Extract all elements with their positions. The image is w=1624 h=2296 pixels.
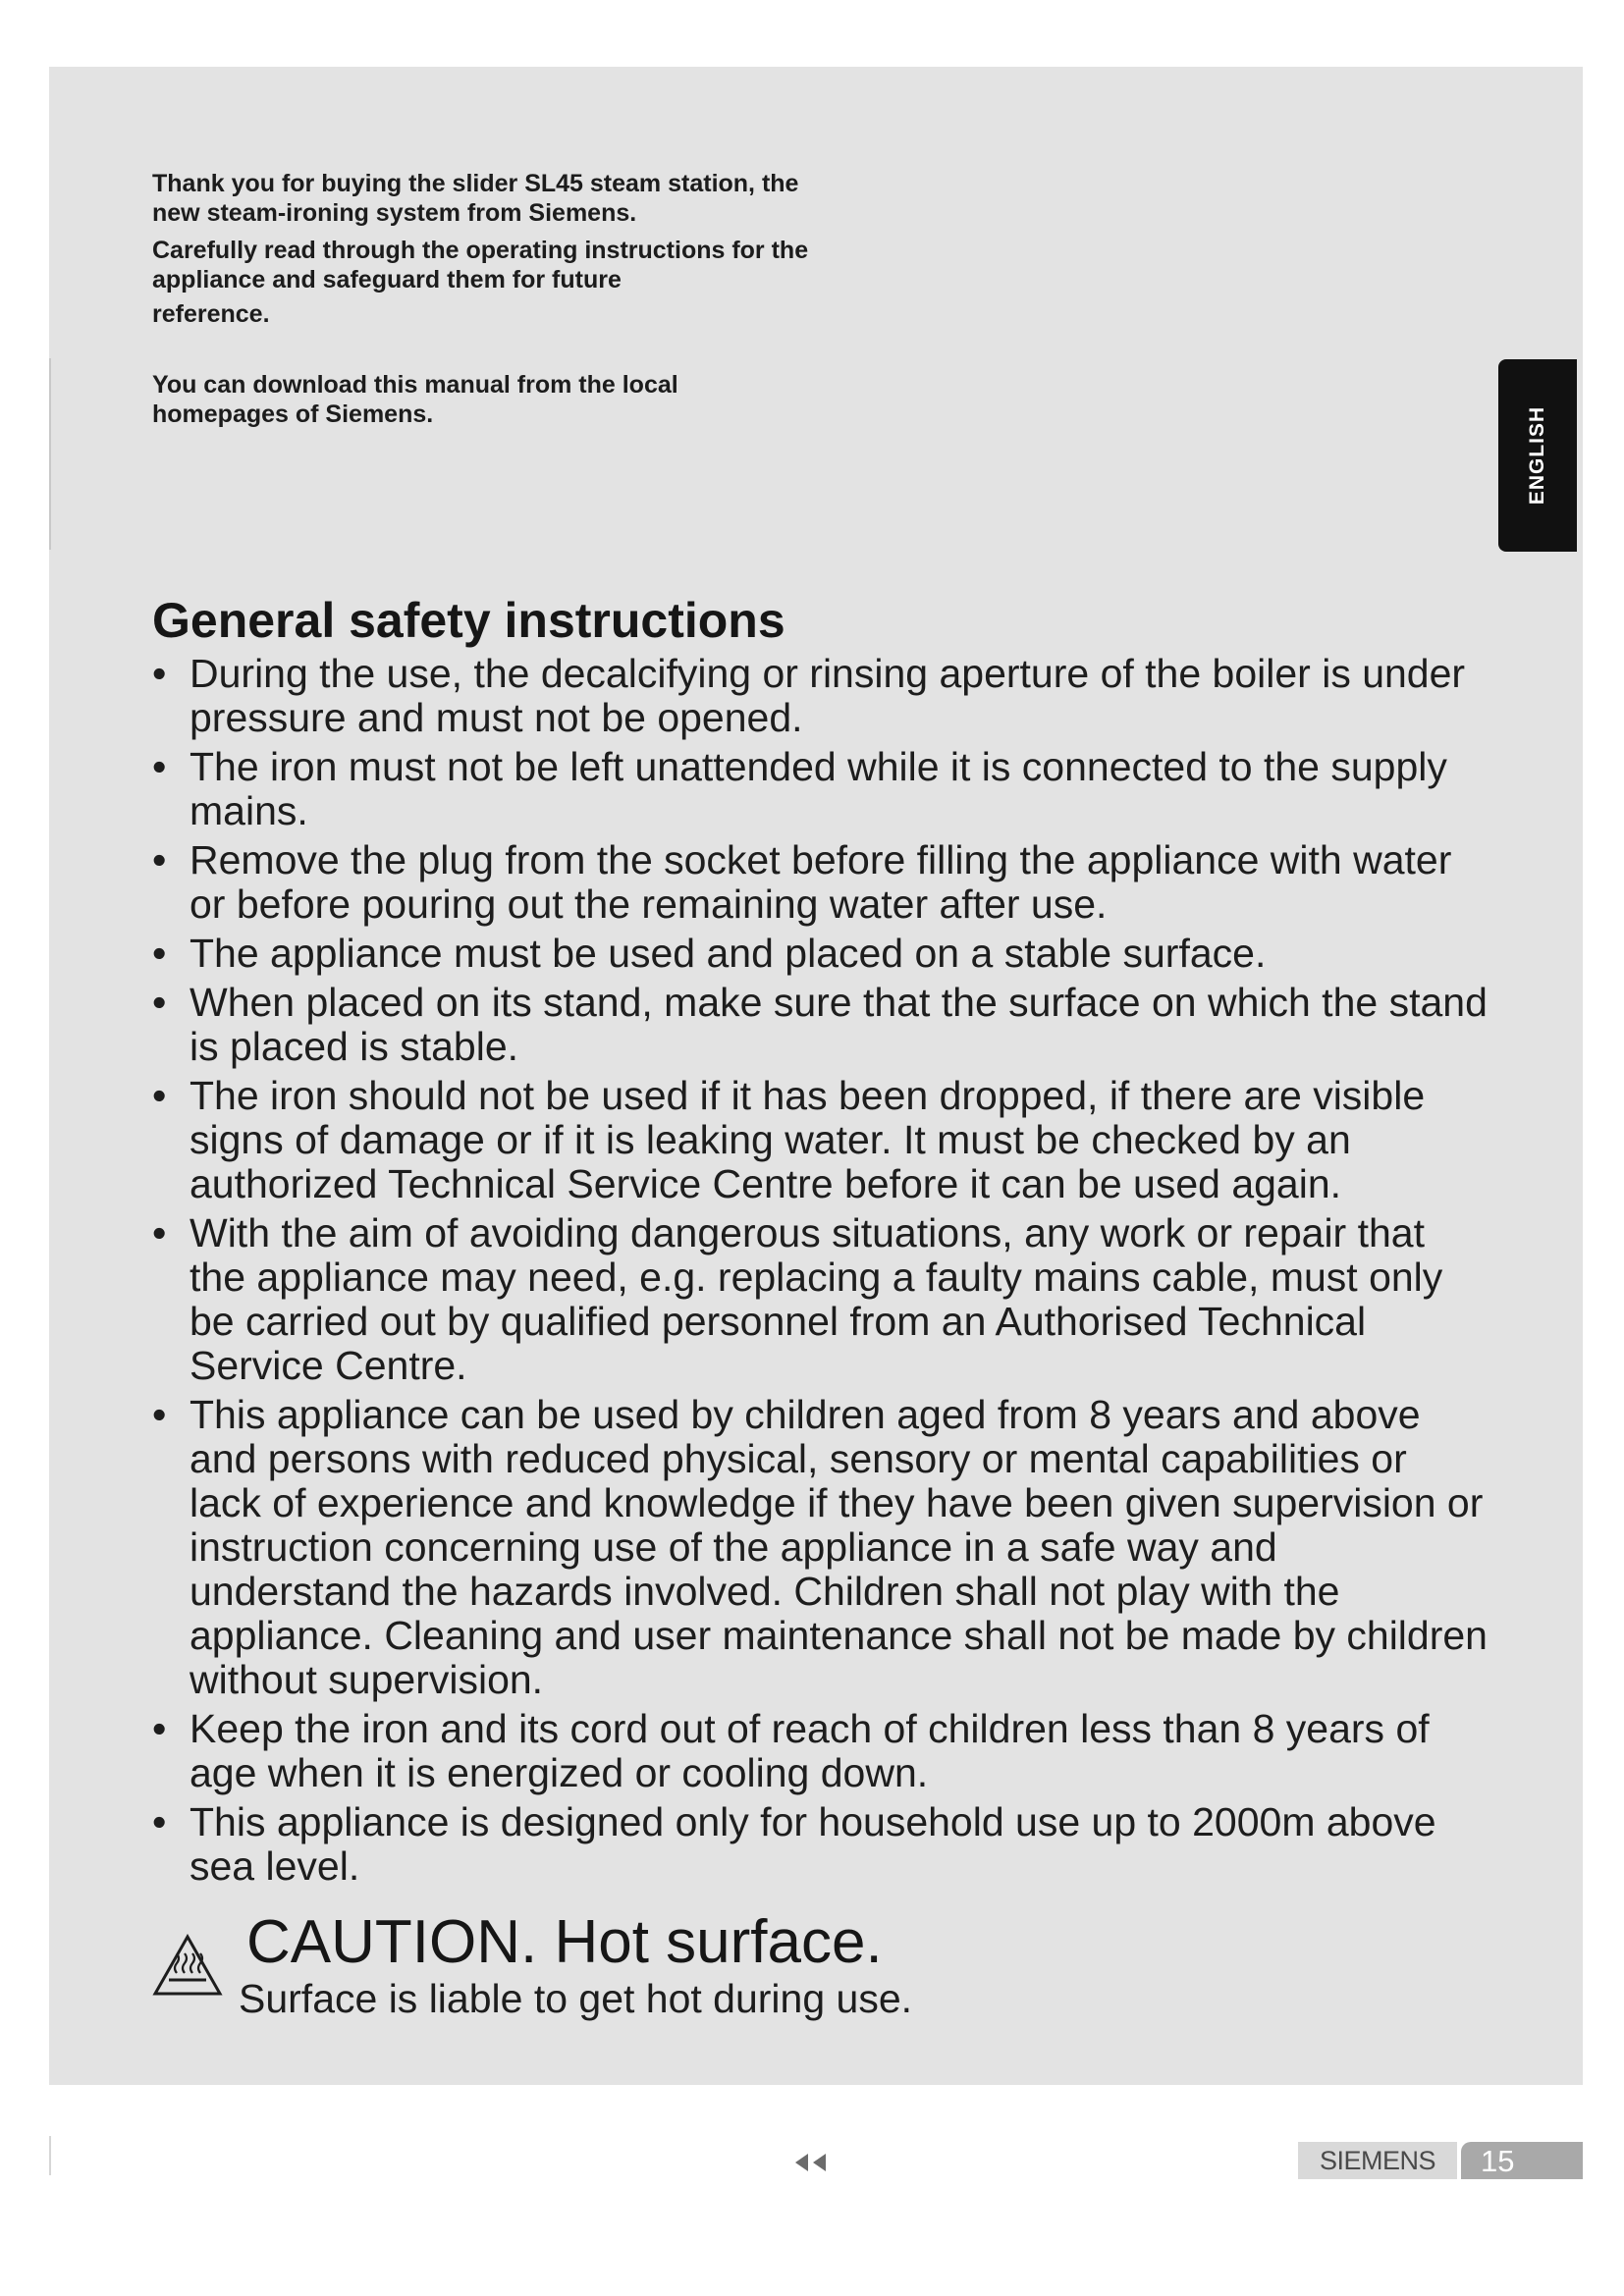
list-item-text: This appliance can be used by children aged from 8 years and above and persons with reduced physical, sensory or mental capabilities or lack of experience and knowledge if they have been given supervision or instruction concerning use of the appliance in a safe way and understand the hazards involved. Children shall not play with the appliance. Cleaning and user maintenance shall not be made by children without supervision. [189,1392,1488,1702]
bullet-icon: • [152,1799,167,1844]
intro-paragraph-read-instructions [152,236,820,329]
intro-paragraph-download: You can download this manual from the local homepages of Siemens. [152,371,678,428]
bullet-icon: • [152,837,167,882]
intro-paragraph-read-instructions-line-2: reference. [152,300,270,328]
bullet-icon: • [152,1073,167,1118]
intro-section [152,169,820,429]
bullet-icon: • [152,744,167,789]
hot-surface-warning-icon [152,1934,223,1997]
list-item-text: Remove the plug from the socket before filling the appliance with water or before pouring out the remaining water after use. [189,837,1452,927]
list-item-text: This appliance is designed only for household use up to 2000m above sea level. [189,1799,1436,1889]
bullet-icon: • [152,651,167,696]
list-item-text: The iron should not be used if it has been dropped, if there are visible signs of damage or if it is leaking water. It must be checked by an authorized Technical Service Centre before it can be used again. [189,1073,1426,1206]
bullet-icon: • [152,1392,167,1437]
caution-text: Surface is liable to get hot during use. [239,1976,913,2021]
list-item [152,1074,1488,1206]
bullet-icon: • [152,980,167,1025]
intro-paragraph-thanks: Thank you for buying the slider SL45 steam station, the new steam-ironing system from Siemens. [152,170,799,227]
list-item-text: The iron must not be left unattended while it is connected to the supply mains. [189,744,1447,833]
list-item [152,1707,1488,1795]
double-left-arrow-icon[interactable] [793,2152,837,2173]
list-item [152,745,1488,833]
list-item [152,838,1488,927]
list-item [152,1211,1488,1388]
list-item-text: When placed on its stand, make sure that the surface on which the stand is placed is stable. [189,980,1488,1069]
list-item-text: Keep the iron and its cord out of reach of children less than 8 years of age when it is energized or cooling down. [189,1706,1430,1795]
list-item-text: The appliance must be used and placed on a stable surface. [189,931,1267,976]
bullet-icon: • [152,931,167,976]
list-item-text: With the aim of avoiding dangerous situations, any work or repair that the appliance may need, e.g. replacing a faulty mains cable, must only be carried out by qualified personnel from an Authorised Technical Service Centre. [189,1210,1443,1388]
brand-label: SIEMENS [1298,2142,1457,2179]
caution-title: CAUTION. Hot surface. [246,1908,883,1976]
section-heading: General safety instructions [152,593,785,648]
footer-margin-rule [49,2136,51,2175]
page-number: 15 [1461,2142,1583,2179]
list-item [152,932,1488,976]
caution-block [152,1908,1134,2022]
safety-instructions-list [152,652,1488,1894]
language-tab-label: ENGLISH [1526,405,1548,506]
list-item-text: During the use, the decalcifying or rinsing aperture of the boiler is under pressure and must not be opened. [189,651,1466,740]
list-item [152,652,1488,740]
list-item [152,981,1488,1069]
list-item [152,1800,1488,1889]
left-margin-rule [49,358,51,550]
language-tab[interactable] [1498,359,1577,552]
intro-paragraph-read-instructions-line-1: Carefully read through the operating instructions for the appliance and safeguard them for future [152,237,809,294]
list-item [152,1393,1488,1702]
bullet-icon: • [152,1210,167,1255]
bullet-icon: • [152,1706,167,1751]
